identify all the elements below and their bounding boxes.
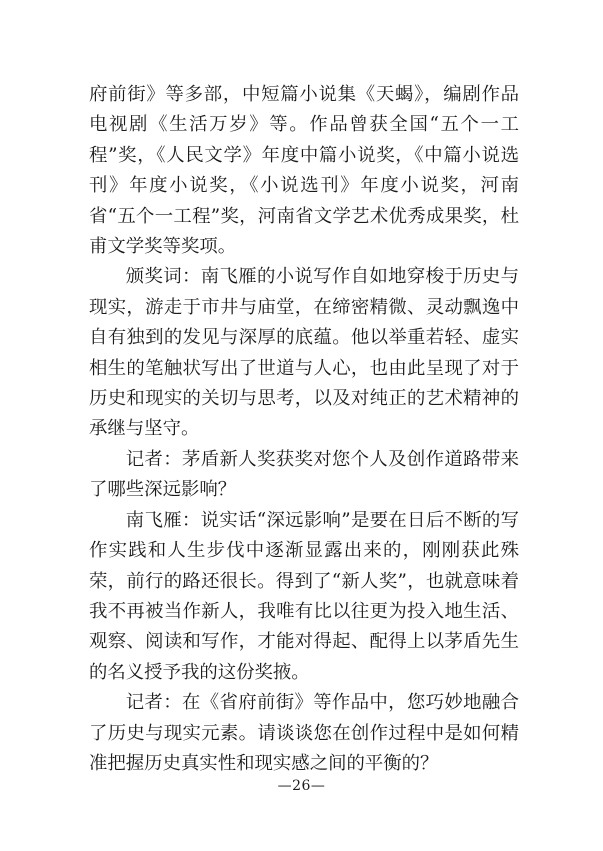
article-body bbox=[89, 80, 519, 779]
paragraph-reporter-question-1: 记者：茅盾新人奖获奖对您个人及创作道路带来了哪些深远影响？ bbox=[89, 448, 519, 501]
paragraph-award-citation: 颁奖词：南飞雁的小说写作自如地穿梭于历史与现实，游走于市井与庙堂，在缔密精微、灵动飘逸中自有独到的发见与深厚的底蕴。他以举重若轻、虚实相生的笔触状写出了世道与人心，也由此呈现了对于历史和现实的关切与思考，以及对纯正的艺术精神的承继与坚守。 bbox=[89, 266, 519, 440]
page-number: —26— bbox=[277, 778, 326, 794]
paragraph-awards: 府前街》等多部，中短篇小说集《天蝎》，编剧作品电视剧《生活万岁》等。作品曾获全国“五个一工程”奖，《人民文学》年度中篇小说奖，《中篇小说选刊》年度小说奖，《小说选刊》年度小说奖，河南省“五个一工程”奖，河南省文学艺术优秀成果奖，杜甫文学奖等奖项。 bbox=[89, 84, 519, 258]
paragraph-reporter-question-2: 记者：在《省府前街》等作品中，您巧妙地融合了历史与现实元素。请谈谈您在创作过程中是如何精准把握历史真实性和现实感之间的平衡的？ bbox=[89, 692, 519, 774]
paragraph-author-answer-1: 南飞雁：说实话“深远影响”是要在日后不断的写作实践和人生步伐中逐渐显露出来的，刚刚获此殊荣，前行的路还很长。得到了“新人奖”，也就意味着我不再被当作新人，我唯有比以往更为投入地生活、观察、阅读和写作，才能对得起、配得上以茅盾先生的名义授予我的这份奖掖。 bbox=[89, 509, 519, 683]
